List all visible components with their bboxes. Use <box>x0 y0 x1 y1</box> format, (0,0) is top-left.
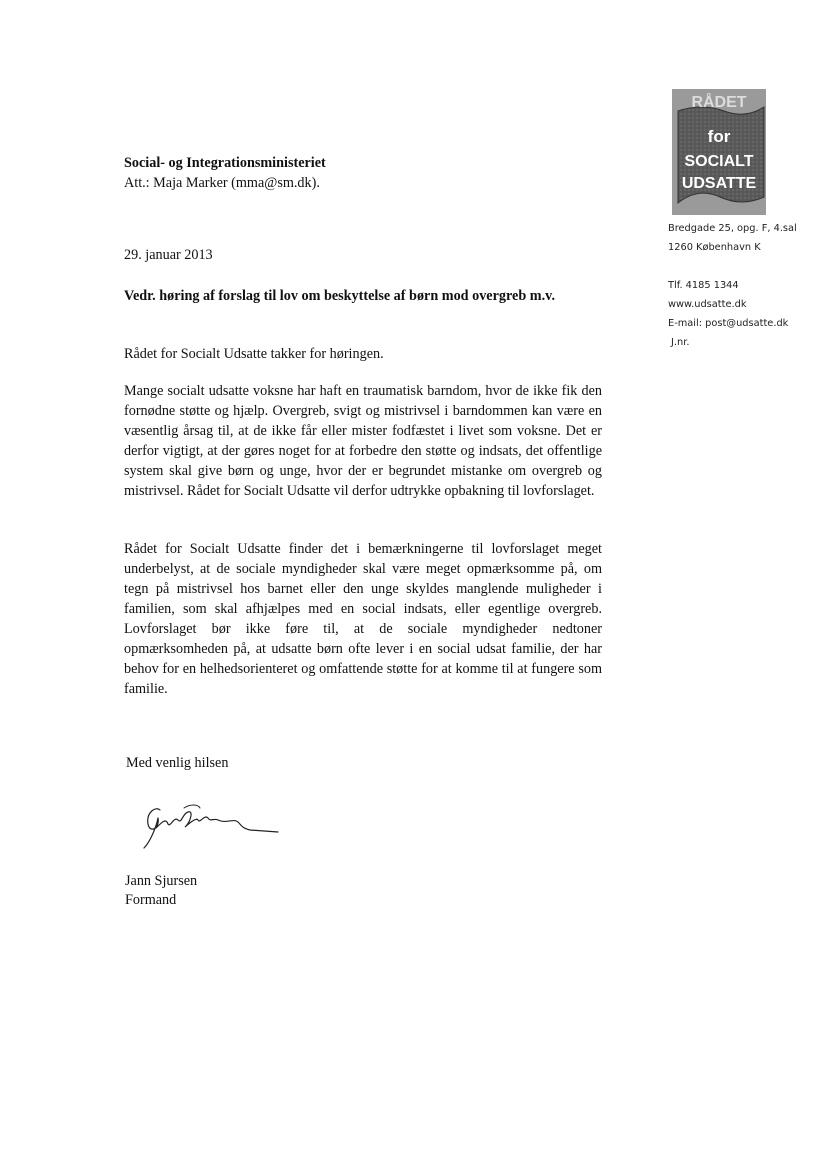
logo-text-socialt: SOCIALT <box>684 153 754 170</box>
sender-website: www.udsatte.dk <box>668 299 747 310</box>
logo-text-raadet: RÅDET <box>691 94 747 111</box>
sender-address-line2: 1260 København K <box>668 242 761 253</box>
letter-subject: Vedr. høring af forslag til lov om beskyttelse af børn mod overgreb m.v. <box>124 288 555 304</box>
body-paragraph-1: Rådet for Socialt Udsatte takker for høringen. <box>124 346 384 362</box>
signer-name: Jann Sjursen <box>125 873 198 889</box>
body-paragraph-3: Rådet for Socialt Udsatte finder det i bemærkningerne til lovforslaget meget underbelyst, at de sociale myndigheder skal være meget opmærksomme på, om tegn på mistrivsel hos barnet eller den unge skyldes manglende muligheder i familien, som skal afhjælpes med en social indsats, eller egentlige overgreb. Lovforslaget bør ikke føre til, at de sociale myndigheder nedtoner opmærksomheden på, at udsatte børn ofte lever i en social udsat familie, der har behov for en helhedsorienteret og omfattende støtte for at komme til at fungere som familie. <box>124 541 602 697</box>
logo-text-udsatte: UDSATTE <box>681 175 757 192</box>
letter-date: 29. januar 2013 <box>124 247 213 263</box>
logo-text-for: for <box>707 127 731 146</box>
closing-greeting: Med venlig hilsen <box>126 755 229 771</box>
sender-info <box>668 219 818 352</box>
sender-journal-number: J.nr. <box>671 337 690 348</box>
recipient-organization: Social- og Integrationsministeriet <box>124 155 326 171</box>
sender-address-line1: Bredgade 25, opg. F, 4.sal <box>668 223 797 234</box>
signer-title: Formand <box>125 892 177 908</box>
recipient-attention: Att.: Maja Marker (mma@sm.dk). <box>124 175 320 191</box>
body-paragraph-2: Mange socialt udsatte voksne har haft en traumatisk barndom, hvor de ikke fik den fornødne støtte og hjælp. Overgreb, svigt og mistrivsel i barndommen kan være en væsentlig årsag til, at de ikke får eller mister fodfæstet i livet som voksne. Det er derfor vigtigt, at der gøres noget for at forbedre den støtte og indsats, det offentlige system skal give børn og unge, hvor der er begrundet mistanke om overgreb og mistrivsel. Rådet for Socialt Udsatte vil derfor udtrykke opbakning til lovforslaget. <box>124 383 602 499</box>
recipient-block <box>124 153 326 193</box>
sender-email: E-mail: post@udsatte.dk <box>668 318 789 329</box>
handwritten-signature <box>138 798 288 858</box>
signer-block <box>125 872 197 910</box>
sender-phone: Tlf. 4185 1344 <box>668 280 739 291</box>
logo-raadet-for-socialt-udsatte <box>672 89 766 215</box>
